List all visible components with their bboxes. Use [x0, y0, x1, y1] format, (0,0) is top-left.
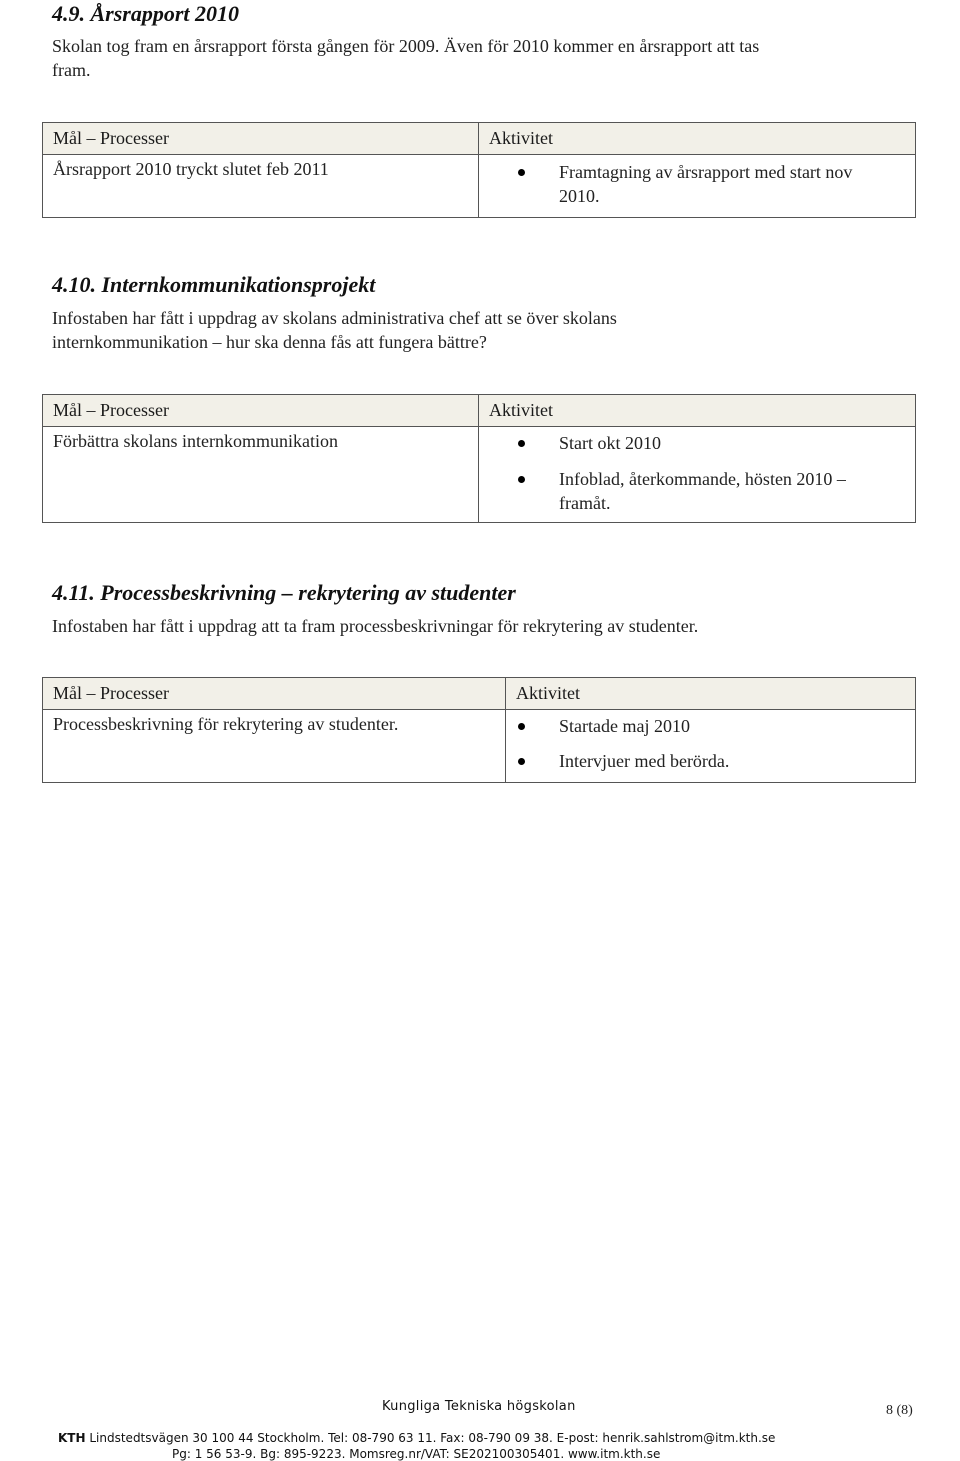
activity-item: Startade maj 2010	[559, 714, 905, 738]
column-header-goals: Mål – Processer	[43, 123, 479, 155]
column-header-goals: Mål – Processer	[43, 678, 506, 710]
activity-list	[489, 431, 895, 515]
goals-table-4-10	[42, 394, 916, 523]
activity-item: Start okt 2010	[559, 431, 895, 455]
paragraph-line: Skolan tog fram en årsrapport första gången för 2009. Även för 2010 kommer en årsrapport att tas	[52, 36, 760, 56]
activity-cell	[479, 155, 916, 218]
paragraph-line: Infostaben har fått i uppdrag av skolans administrativa chef att se över skolans	[52, 308, 617, 328]
column-header-activity: Aktivitet	[479, 395, 916, 427]
section-paragraph-4-10	[52, 306, 617, 354]
activity-item: Infoblad, återkommande, hösten 2010 – framåt.	[559, 467, 895, 515]
section-paragraph-4-11: Infostaben har fått i uppdrag att ta fram processbeskrivningar för rekrytering av studenter.	[52, 616, 699, 636]
goal-cell: Processbeskrivning för rekrytering av studenter.	[43, 710, 506, 783]
paragraph-line: fram.	[52, 60, 91, 80]
page-number: 8 (8)	[886, 1403, 913, 1418]
section-heading-4-9: 4.9. Årsrapport 2010	[52, 1, 240, 26]
activity-list	[489, 160, 875, 208]
table-row	[43, 710, 916, 783]
table-header-row	[43, 395, 916, 427]
column-header-activity: Aktivitet	[479, 123, 916, 155]
goals-table-4-9	[42, 122, 916, 218]
table-row	[43, 427, 916, 523]
activity-item: Framtagning av årsrapport med start nov 2010.	[559, 160, 875, 208]
goal-cell: Förbättra skolans internkommunikation	[43, 427, 479, 523]
footer-contact: Lindstedtsvägen 30 100 44 Stockholm. Tel: 08-790 63 11. Fax: 08-790 09 38. E-post: henrik.sahlstrom@itm.kth.se	[89, 1431, 776, 1445]
column-header-goals: Mål – Processer	[43, 395, 479, 427]
activity-cell	[506, 710, 916, 783]
table-row	[43, 155, 916, 218]
activity-item: Intervjuer med berörda.	[559, 749, 905, 773]
goal-cell: Årsrapport 2010 tryckt slutet feb 2011	[43, 155, 479, 218]
paragraph-line: internkommunikation – hur ska denna fås att fungera bättre?	[52, 332, 487, 352]
column-header-activity: Aktivitet	[506, 678, 916, 710]
section-heading-4-10: 4.10. Internkommunikationsprojekt	[52, 272, 376, 297]
kth-logo-text: KTH	[58, 1431, 86, 1445]
activity-list	[516, 714, 905, 773]
table-header-row	[43, 123, 916, 155]
table-header-row	[43, 678, 916, 710]
goals-table-4-11	[42, 677, 916, 783]
footer-registration-line: Pg: 1 56 53-9. Bg: 895-9223. Momsreg.nr/VAT: SE202100305401. www.itm.kth.se	[172, 1447, 661, 1461]
section-paragraph-4-9	[52, 34, 759, 82]
activity-cell	[479, 427, 916, 523]
footer-organization: Kungliga Tekniska högskolan	[382, 1399, 576, 1414]
footer-address-line	[58, 1431, 775, 1445]
section-heading-4-11: 4.11. Processbeskrivning – rekrytering av studenter	[52, 580, 516, 605]
